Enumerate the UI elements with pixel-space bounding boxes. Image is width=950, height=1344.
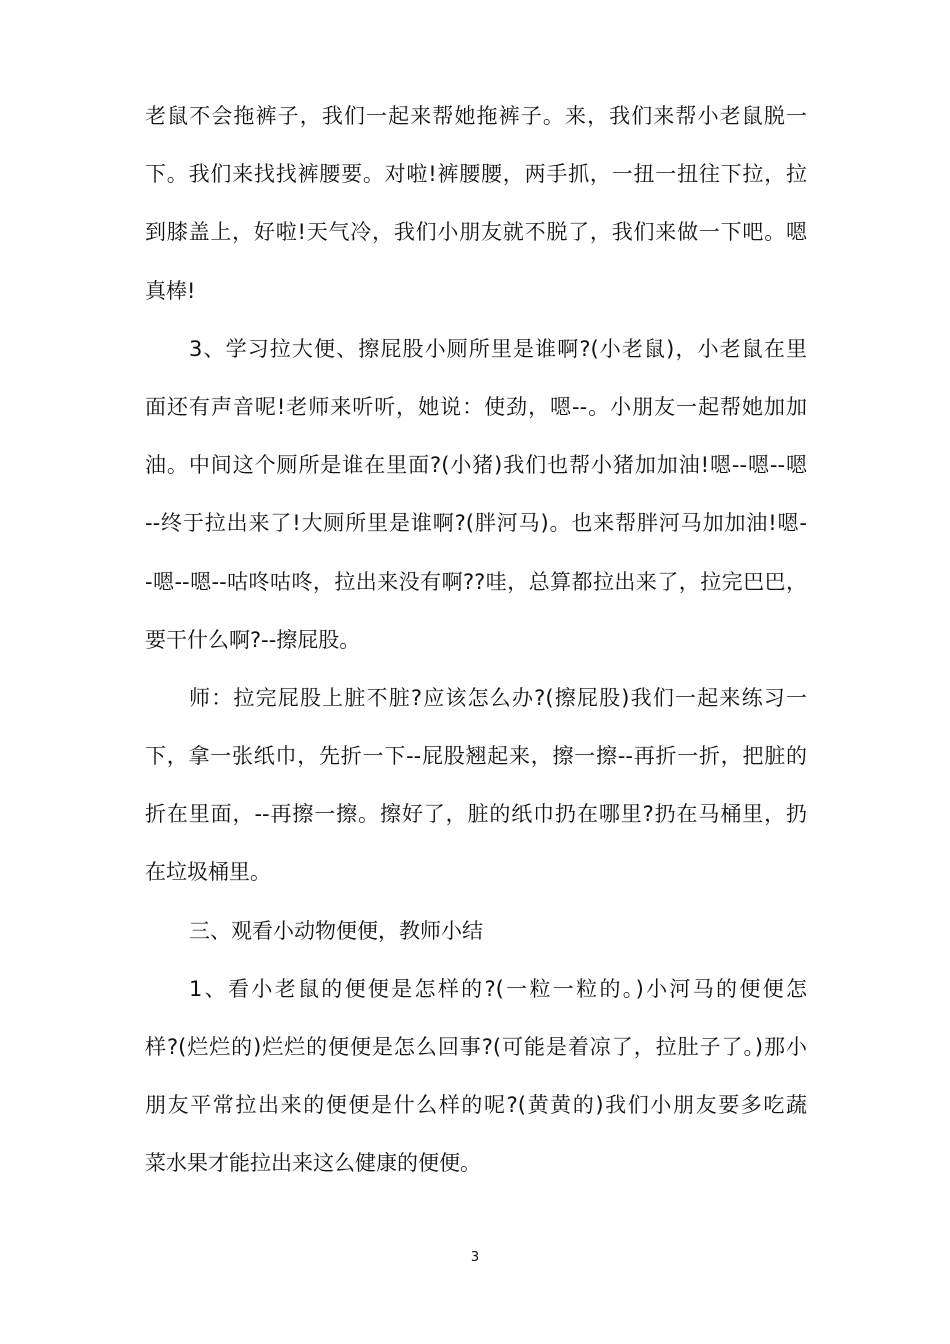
text-line: 菜水果才能拉出来这么健康的便便。 (145, 1151, 481, 1176)
text-line: 要干什么啊?--擦屁股。 (145, 627, 361, 652)
text-line: 下。我们来找找裤腰要。对啦!裤腰腰，两手抓，一扭一扭往下拉，拉 (145, 162, 807, 187)
text-line: 老鼠不会拖裤子，我们一起来帮她拖裤子。来，我们来帮小老鼠脱一 (145, 104, 807, 128)
page-number: 3 (470, 1250, 480, 1265)
text-line: 师：拉完屁股上脏不脏?应该怎么办?(擦屁股)我们一起来练习一 (189, 685, 807, 710)
text-line: 1、看小老鼠的便便是怎样的?(一粒一粒的。)小河马的便便怎 (189, 976, 807, 1001)
text-line: 面还有声音呢!老师来听听，她说：使劲，嗯--。小朋友一起帮她加加 (145, 394, 807, 419)
paragraph (145, 977, 807, 1176)
text-line: --终于拉出来了!大厕所里是谁啊?(胖河马)。也来帮胖河马加加油!嗯- (145, 511, 807, 536)
document-body (145, 104, 807, 1210)
text-line: 折在里面，--再擦一擦。擦好了，脏的纸巾扔在哪里?扔在马桶里，扔 (145, 802, 807, 827)
text-line: 朋友平常拉出来的便便是什么样的呢?(黄黄的)我们小朋友要多吃蔬 (145, 1093, 807, 1118)
paragraph (145, 337, 807, 652)
text-line: 3、学习拉大便、擦屁股小厕所里是谁啊?(小老鼠)，小老鼠在里 (189, 336, 807, 361)
text-line: 到膝盖上，好啦!天气冷，我们小朋友就不脱了，我们来做一下吧。嗯 (145, 220, 807, 245)
text-line: 真棒! (145, 278, 196, 303)
text-line: 样?(烂烂的)烂烂的便便是怎么回事?(可能是着凉了，拉肚子了。)那小 (145, 1035, 807, 1059)
paragraph (145, 686, 807, 885)
text-line: -嗯--嗯--咕咚咕咚，拉出来没有啊??哇，总算都拉出来了，拉完巴巴， (145, 569, 807, 594)
text-line: 油。中间这个厕所是谁在里面?(小猪)我们也帮小猪加加油!嗯--嗯--嗯 (145, 453, 807, 478)
section-heading (145, 919, 807, 943)
text-line: 三、观看小动物便便，教师小结 (189, 918, 483, 943)
paragraph (145, 104, 807, 303)
text-line: 下，拿一张纸巾，先折一下--屁股翘起来，擦一擦--再折一折，把脏的 (145, 744, 807, 769)
text-line: 在垃圾桶里。 (145, 860, 271, 885)
